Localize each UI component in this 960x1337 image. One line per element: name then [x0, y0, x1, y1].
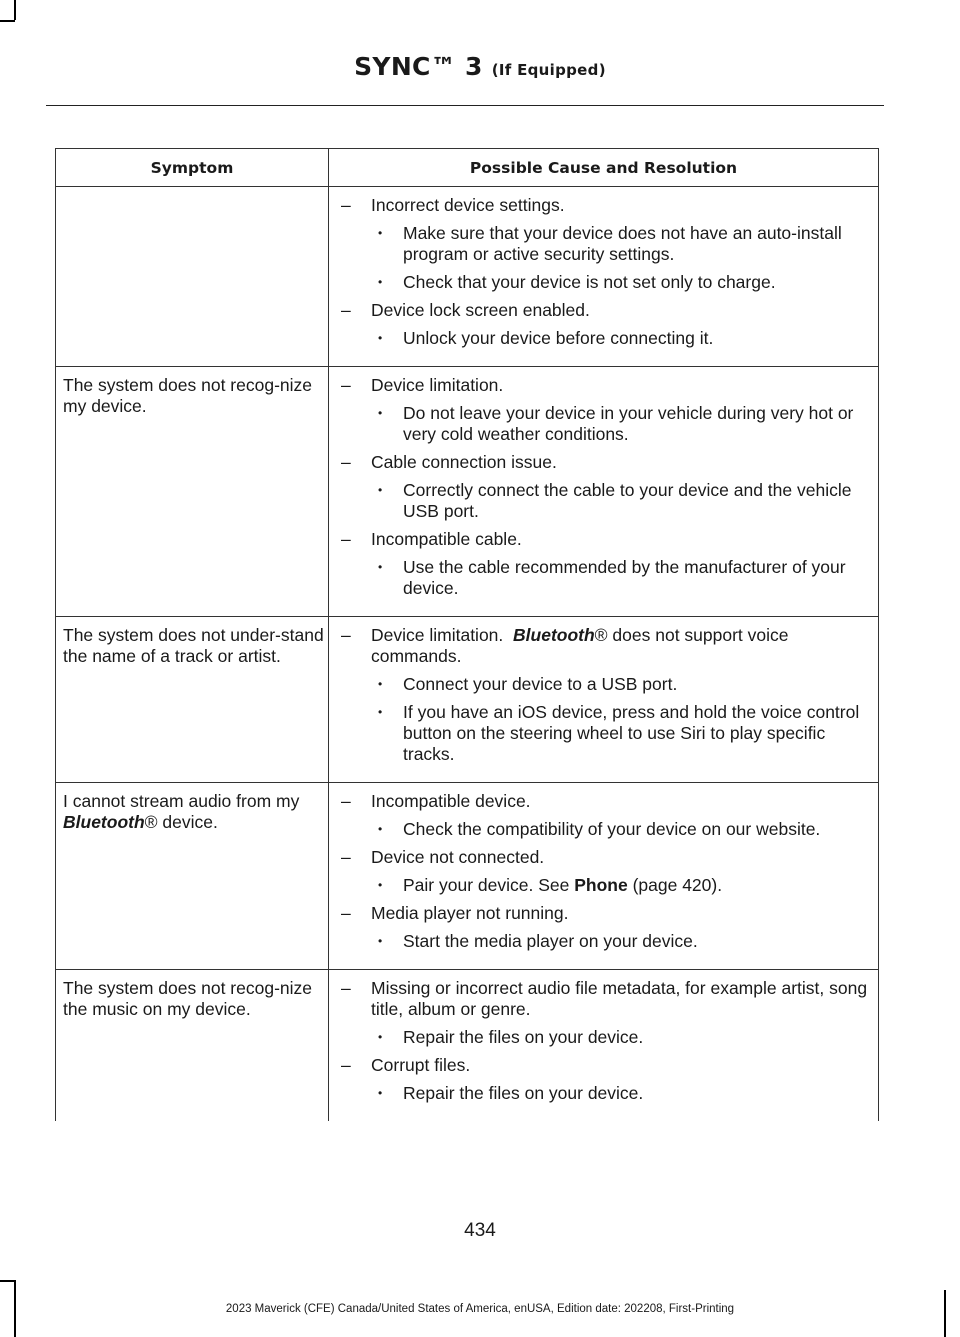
- symptom-cell: The system does not recog-nize my device.: [56, 367, 329, 617]
- resolution-cell: [329, 783, 879, 970]
- troubleshooting-table: [55, 148, 878, 1121]
- table-row: [56, 367, 879, 617]
- cause-item: – Incompatible cable.: [339, 529, 872, 550]
- table-row: [56, 783, 879, 970]
- fix-item: • Use the cable recommended by the manufacturer of your device.: [339, 557, 872, 599]
- fix-item: • Unlock your device before connecting it.: [339, 328, 872, 349]
- fix-item: • Make sure that your device does not have an auto-install program or active security settings.: [339, 223, 872, 265]
- bluetooth-brand: Bluetooth: [513, 625, 595, 645]
- resolution-cell: [329, 970, 879, 1122]
- table-row: [56, 187, 879, 367]
- symptom-cell: [56, 783, 329, 970]
- column-header-resolution: Possible Cause and Resolution: [329, 149, 879, 187]
- crop-mark-bottom-left-h: [0, 1280, 15, 1282]
- crop-mark-top-left: [14, 0, 16, 20]
- header-subtitle: (If Equipped): [491, 61, 606, 79]
- fix-item: • Do not leave your device in your vehicle during very hot or very cold weather conditions.: [339, 403, 872, 445]
- resolution-cell: [329, 367, 879, 617]
- edition-footer: 2023 Maverick (CFE) Canada/United States of America, enUSA, Edition date: 202208, First-Printing: [225, 1303, 735, 1315]
- column-header-symptom: Symptom: [56, 149, 329, 187]
- page-reference: (page 420).: [632, 875, 723, 895]
- cause-item: – Corrupt files.: [339, 1055, 872, 1076]
- cause-text-rest: ® does not support voice commands.: [371, 625, 789, 666]
- page-number: 434: [464, 1220, 496, 1241]
- fix-item: • Check the compatibility of your device on our website.: [339, 819, 872, 840]
- symptom-text: I cannot stream audio from my: [63, 791, 300, 811]
- table-header-row: [56, 149, 879, 187]
- phone-reference-link[interactable]: Phone: [574, 875, 628, 895]
- bluetooth-brand: Bluetooth: [63, 812, 145, 832]
- cause-item: – Incorrect device settings.: [339, 195, 872, 216]
- symptom-cell: The system does not recog-nize the music on my device.: [56, 970, 329, 1122]
- header-rule: [46, 105, 884, 106]
- fix-item: • Repair the files on your device.: [339, 1027, 872, 1048]
- table-row: [56, 970, 879, 1122]
- fix-item: • Correctly connect the cable to your device and the vehicle USB port.: [339, 480, 872, 522]
- cause-item: – Device limitation.: [339, 375, 872, 396]
- resolution-cell: [329, 617, 879, 783]
- header-title: SYNC™ 3: [354, 52, 483, 81]
- page-header: [0, 52, 960, 81]
- resolution-cell: [329, 187, 879, 367]
- cause-item: – Media player not running.: [339, 903, 872, 924]
- symptom-text-rest: ® device.: [144, 812, 218, 832]
- fix-item: • Repair the files on your device.: [339, 1083, 872, 1104]
- symptom-cell: The system does not under-stand the name of a track or artist.: [56, 617, 329, 783]
- cause-item: – Incompatible device.: [339, 791, 872, 812]
- cause-item: – Missing or incorrect audio file metadata, for example artist, song title, album or genre.: [339, 978, 872, 1020]
- table-row: [56, 617, 879, 783]
- cause-text: Device limitation.: [371, 625, 504, 645]
- symptom-cell: [56, 187, 329, 367]
- fix-item: • Check that your device is not set only to charge.: [339, 272, 872, 293]
- crop-mark-top-left-h: [0, 20, 15, 22]
- cause-item: – Cable connection issue.: [339, 452, 872, 473]
- fix-item: [339, 875, 872, 896]
- fix-item: • If you have an iOS device, press and hold the voice control button on the steering wheel to use Siri to play specific tracks.: [339, 702, 872, 765]
- fix-item: • Connect your device to a USB port.: [339, 674, 872, 695]
- fix-text: Pair your device. See: [403, 875, 570, 895]
- cause-item: – Device lock screen enabled.: [339, 300, 872, 321]
- fix-item: • Start the media player on your device.: [339, 931, 872, 952]
- cause-item: – Device not connected.: [339, 847, 872, 868]
- cause-item: [339, 625, 872, 667]
